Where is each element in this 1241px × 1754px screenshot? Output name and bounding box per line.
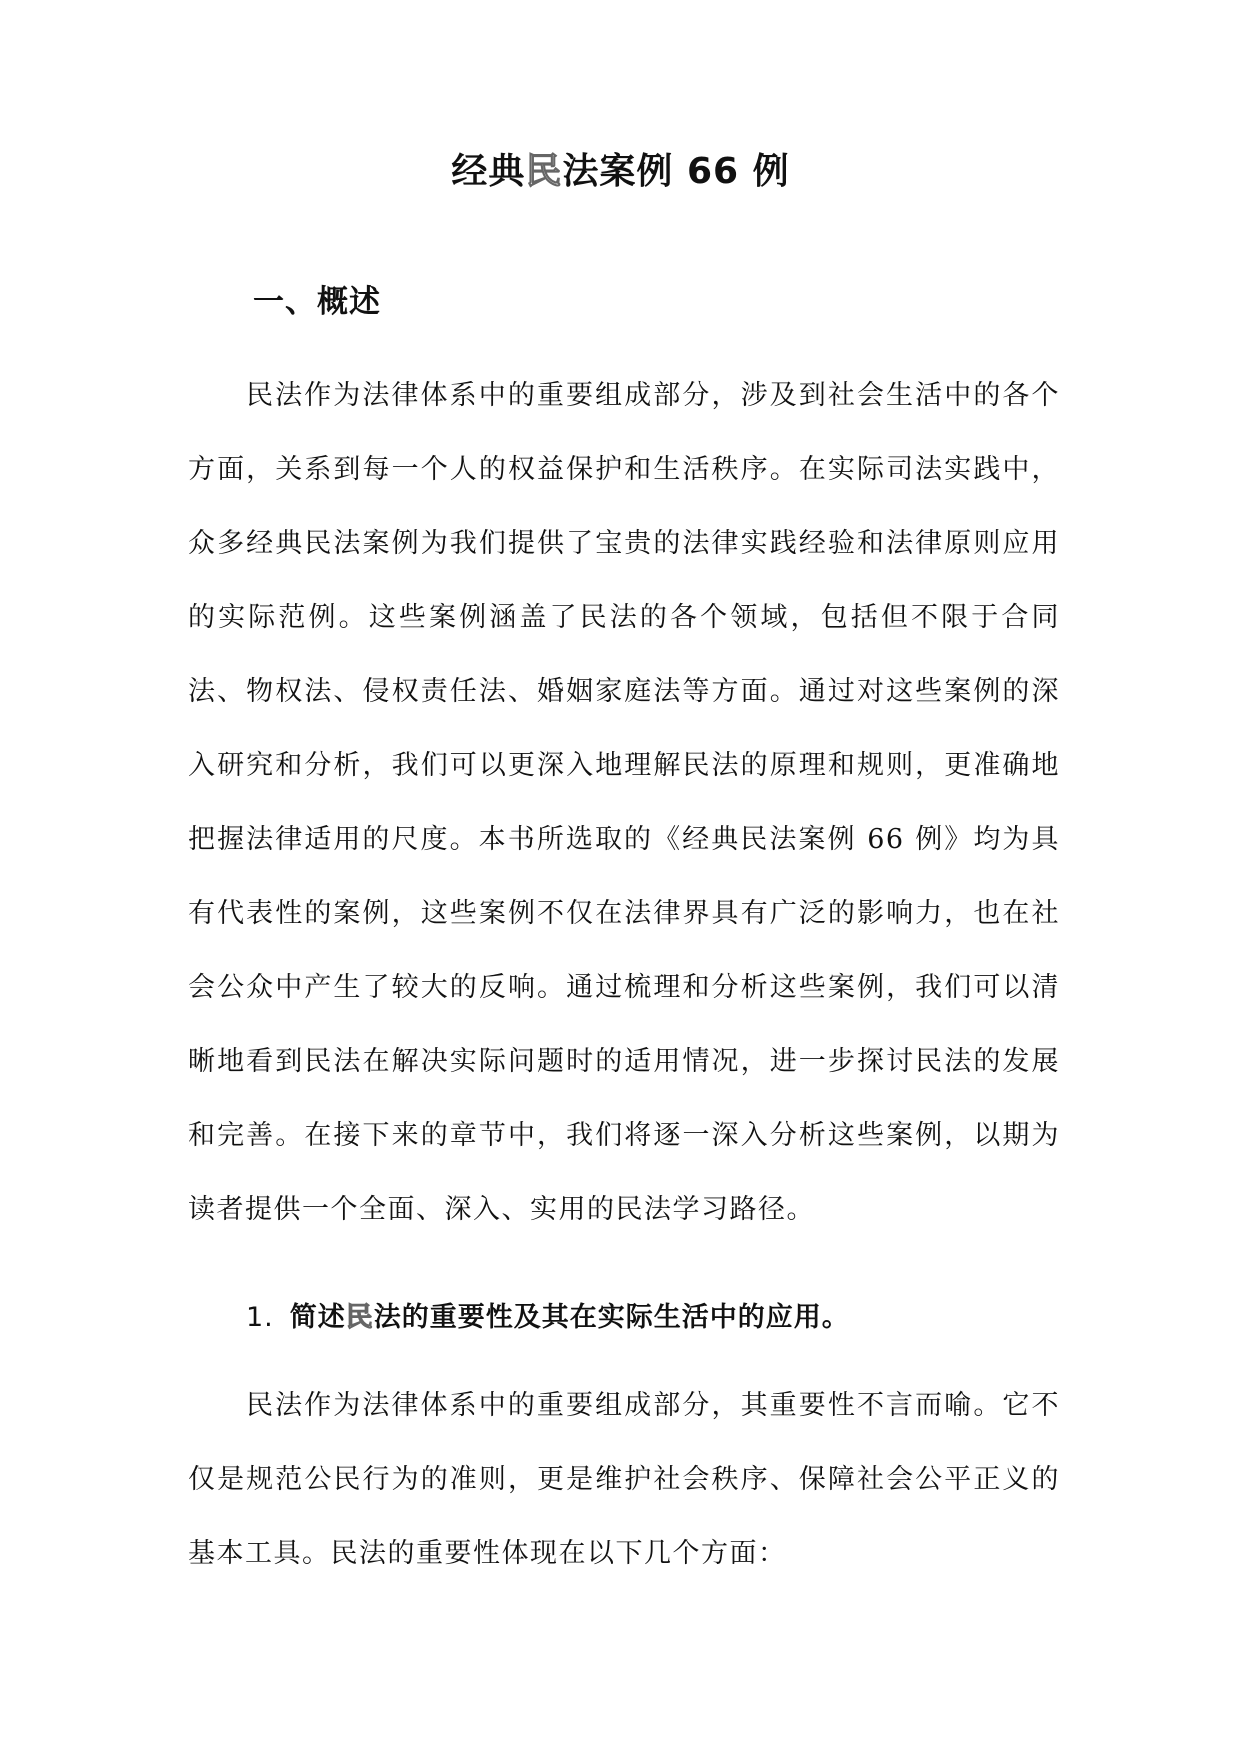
- subsection-outlined-char: 民: [345, 1302, 374, 1333]
- section-heading-overview: 一、概述: [253, 284, 381, 320]
- title-prefix: 经典: [451, 151, 526, 192]
- subsection-heading-prefix: 简述: [289, 1302, 346, 1333]
- title-suffix: 法案例 66 例: [562, 151, 790, 192]
- importance-paragraph: 民法作为法律体系中的重要组成部分，其重要性不言而喻。它不仅是规范公民行为的准则，更是维护社会秩序、保障社会公平正义的基本工具。民法的重要性体现在以下几个方面：: [188, 1390, 1060, 1569]
- subsection-heading: [246, 1298, 850, 1338]
- title-outlined-char: 民: [525, 151, 563, 192]
- overview-paragraph: 民法作为法律体系中的重要组成部分，涉及到社会生活中的各个方面，关系到每一个人的权益保护和生活秩序。在实际司法实践中，众多经典民法案例为我们提供了宝贵的法律实践经验和法律原则应用的实际范例。这些案例涵盖了民法的各个领域，包括但不限于合同法、物权法、侵权责任法、婚姻家庭法等方面。通过对这些案例的深入研究和分析，我们可以更深入地理解民法的原理和规则，更准确地把握法律适用的尺度。本书所选取的《经典民法案例 66 例》均为具有代表性的案例，这些案例不仅在法律界具有广泛的影响力，也在社会公众中产生了较大的反响。通过梳理和分析这些案例，我们可以清晰地看到民法在解决实际问题时的适用情况，进一步探讨民法的发展和完善。在接下来的章节中，我们将逐一深入分析这些案例，以期为读者提供一个全面、深入、实用的民法学习路径。: [188, 380, 1060, 1225]
- subsection-heading-suffix: 法的重要性及其在实际生活中的应用。: [373, 1302, 850, 1333]
- document-title: [0, 148, 1241, 196]
- subsection-number: 1.: [246, 1302, 274, 1333]
